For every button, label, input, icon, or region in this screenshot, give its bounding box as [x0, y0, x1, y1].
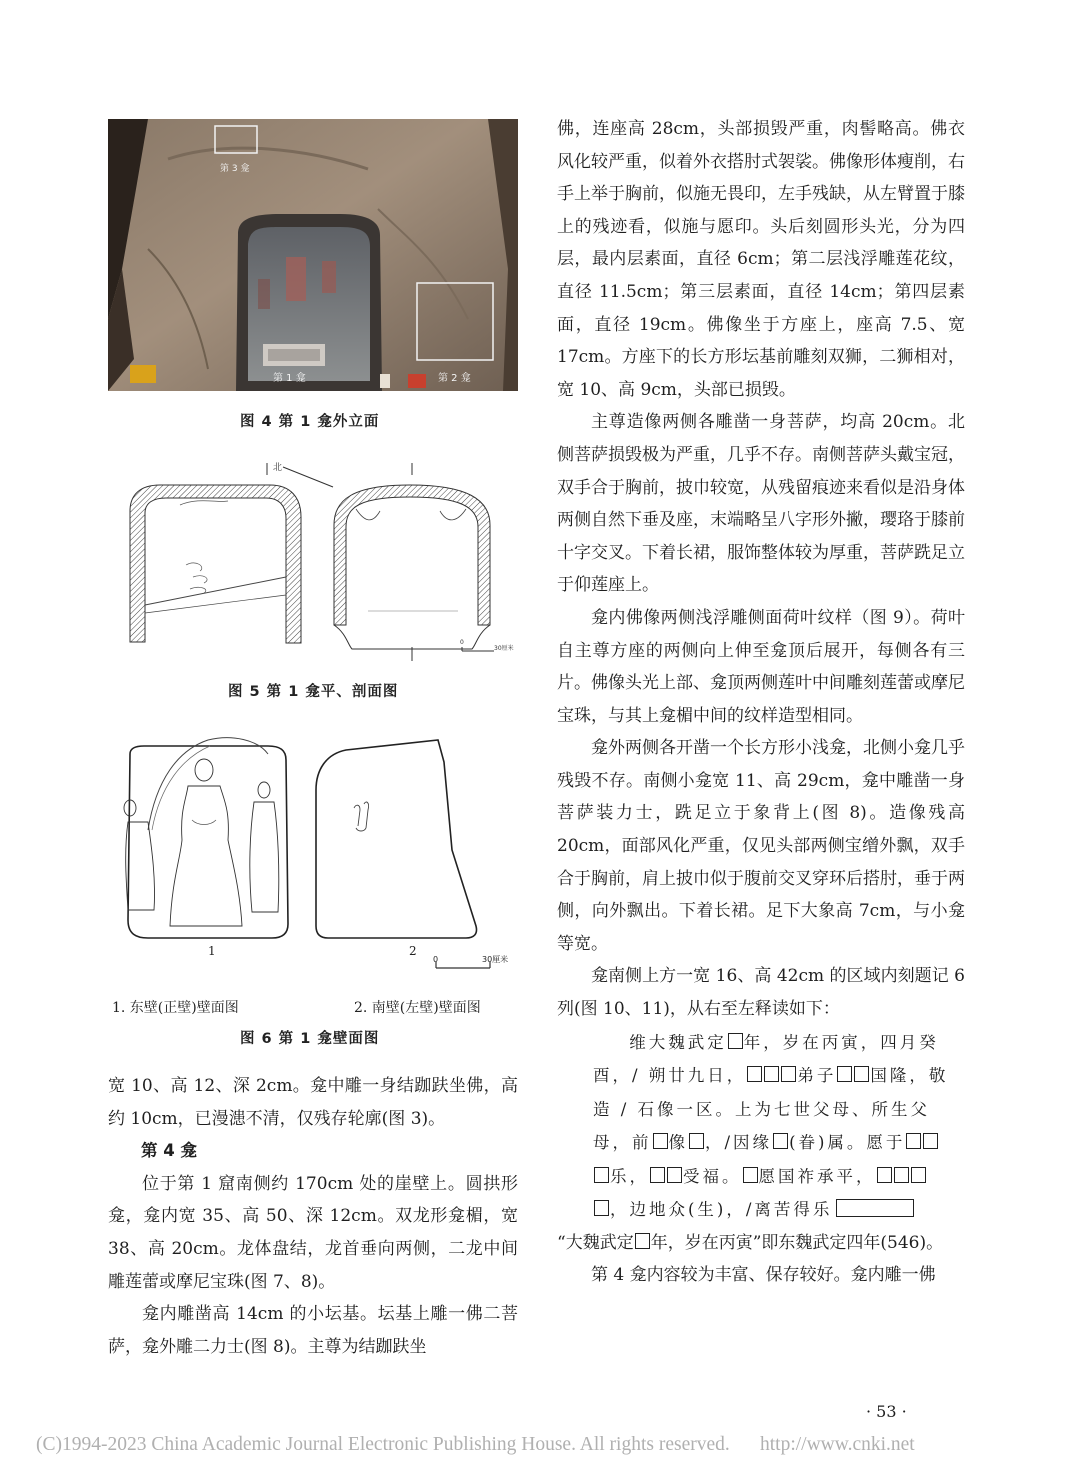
inscription-line-5: 乐， 受福。 愿国祚承平， [593, 1160, 965, 1194]
right-para-3: 龛内佛像两侧浅浮雕侧面荷叶纹样（图 9）。荷叶自主尊方座的两侧向上伸至龛顶后展开，每侧各有三片。佛像头光上部、龛顶两侧莲叶中间雕刻莲蕾或摩尼宝珠，与其上龛楣中间的纹样造型相同。 [557, 607, 965, 726]
niche-3-label: 第 3 龛 [220, 164, 250, 174]
niche-2-label: 第 2 龛 [438, 373, 471, 384]
north-label: 北 [273, 463, 283, 473]
inscription-block [557, 1026, 965, 1227]
footer-copyright: (C)1994-2023 China Academic Journal Electronic Publishing House. All rights reserved. [36, 1434, 730, 1455]
figure-4-caption: 图 4 第 1 龛外立面 [240, 414, 380, 430]
figure-4-photo [108, 119, 518, 391]
scale-end: 30厘米 [494, 645, 514, 652]
figure-6-sublabel-1: 1. 东壁(正壁)壁面图 [112, 1000, 239, 1016]
left-column [108, 1070, 518, 1363]
right-column [557, 113, 965, 1292]
left-para-2: 龛内雕凿高 14cm 的小坛基。坛基上雕一佛二菩萨，龛外雕二力士(图 8)。主尊为结跏趺坐 [108, 1304, 518, 1357]
inscription-line-4: 母，前 像 ，/因缘 (眷)属。愿于 [593, 1126, 965, 1160]
figure-6-caption: 图 6 第 1 龛壁面图 [240, 1031, 380, 1047]
figure-6-drawing [108, 730, 528, 980]
right-para-6: “大魏武定 年，岁在丙寅”即东魏武定四年(546)。 [557, 1232, 944, 1253]
panel-1-number: 1 [208, 944, 216, 958]
right-para-4: 龛外两侧各开凿一个长方形小浅龛，北侧小龛几乎残毁不存。南侧小龛宽 11、高 29cm，龛中雕凿一身菩萨装力士，跣足立于象背上(图 8)。造像残高 20cm，面部风化严重，仅见头部两侧宝缯外飘，双手合于胸前，肩上披巾似于腹前交叉穿环后搭肘，垂于两侧，向外飘出。下着长裙。足下大象高 7cm，与小龛等宽。 [557, 738, 965, 954]
fig6-scale-end: 30厘米 [482, 955, 509, 964]
figure-5-caption: 图 5 第 1 龛平、剖面图 [228, 684, 399, 700]
east-wall-outline [128, 746, 288, 938]
left-para-continued: 宽 10、高 12、深 2cm。龛中雕一身结跏趺坐佛，高约 10cm，已漫漶不清，仅残存轮廓(图 3)。 [108, 1076, 518, 1129]
section-heading-niche-4: 第 4 龛 [141, 1141, 197, 1161]
right-para-1: 佛，连座高 28cm，头部损毁严重，肉髻略高。佛衣风化较严重，似着外衣搭肘式袈裟。佛像形体瘦削，右手上举于胸前，似施无畏印，左手残缺，从左臂置于膝上的残迹看，似施与愿印。头后刻圆形头光，分为四层，最内层素面，直径 6cm；第二层浅浮雕莲花纹，直径 11.5cm；第三层素面，直径 14cm；第四层素面，直径 19cm。佛像坐于方座上，座高 7.5、宽 17cm。方座下的长方形坛基前雕刻双狮，二狮相对，宽 10、高 9cm，头部已损毁。 [557, 119, 965, 400]
inscription-line-3: 造 / 石像一区。上为七世父母、所生父 [593, 1099, 931, 1119]
niche-1-label: 第 1 龛 [273, 373, 306, 384]
right-para-2: 主尊造像两侧各雕凿一身菩萨，均高 20cm。北侧菩萨损毁极为严重，几乎不存。南侧菩萨头戴宝冠，双手合于胸前，披巾较宽，从残留痕迹来看似是沿身体两侧自然下垂及座，末端略呈八字形外撇，璎珞于膝前十字交叉。下着长裙，服饰整体较为厚重，菩萨跣足立于仰莲座上。 [557, 412, 965, 596]
right-para-7: 第 4 龛内容较为丰富、保存较好。龛内雕一佛 [591, 1265, 936, 1286]
wall-elevation-drawing [108, 730, 528, 980]
cave-exterior-photo [108, 119, 518, 391]
footer-url: http://www.cnki.net [760, 1434, 915, 1455]
figure-6-sublabel-2: 2. 南壁(左壁)壁面图 [354, 1000, 481, 1016]
figure-5-drawing [108, 455, 528, 665]
scale-zero: 0 [460, 639, 464, 646]
blank-box [836, 1199, 914, 1217]
right-para-5: 龛南侧上方一宽 16、高 42cm 的区域内刻题记 6 列(图 10、11)，从右至左释读如下： [557, 966, 965, 1020]
inscription-line-1: 维大魏武定 年，岁在丙寅，四月癸 [629, 1032, 939, 1052]
plan-section-drawing [108, 455, 528, 665]
south-wall-outline [316, 740, 477, 938]
page-number: · 53 · [866, 1402, 907, 1421]
missing-char-box [728, 1033, 743, 1049]
north-arrow-icon [283, 467, 333, 487]
inscription-line-2: 酉，/ 朔廿九日， 弟子 国隆，敬 [593, 1066, 949, 1086]
left-para-1: 位于第 1 窟南侧约 170cm 处的崖壁上。圆拱形龛，龛内宽 35、高 50、深 12cm。双龙形龛楣，宽 38、高 20cm。龙体盘结，龙首垂向两侧，二龙中间雕莲蕾或摩尼宝珠(图 7、8)。 [108, 1173, 518, 1292]
fig6-scale-zero: 0 [433, 955, 439, 964]
panel-2-number: 2 [409, 944, 417, 958]
inscription-line-6: ，边地众(生)，/离苦得乐 [593, 1193, 965, 1227]
